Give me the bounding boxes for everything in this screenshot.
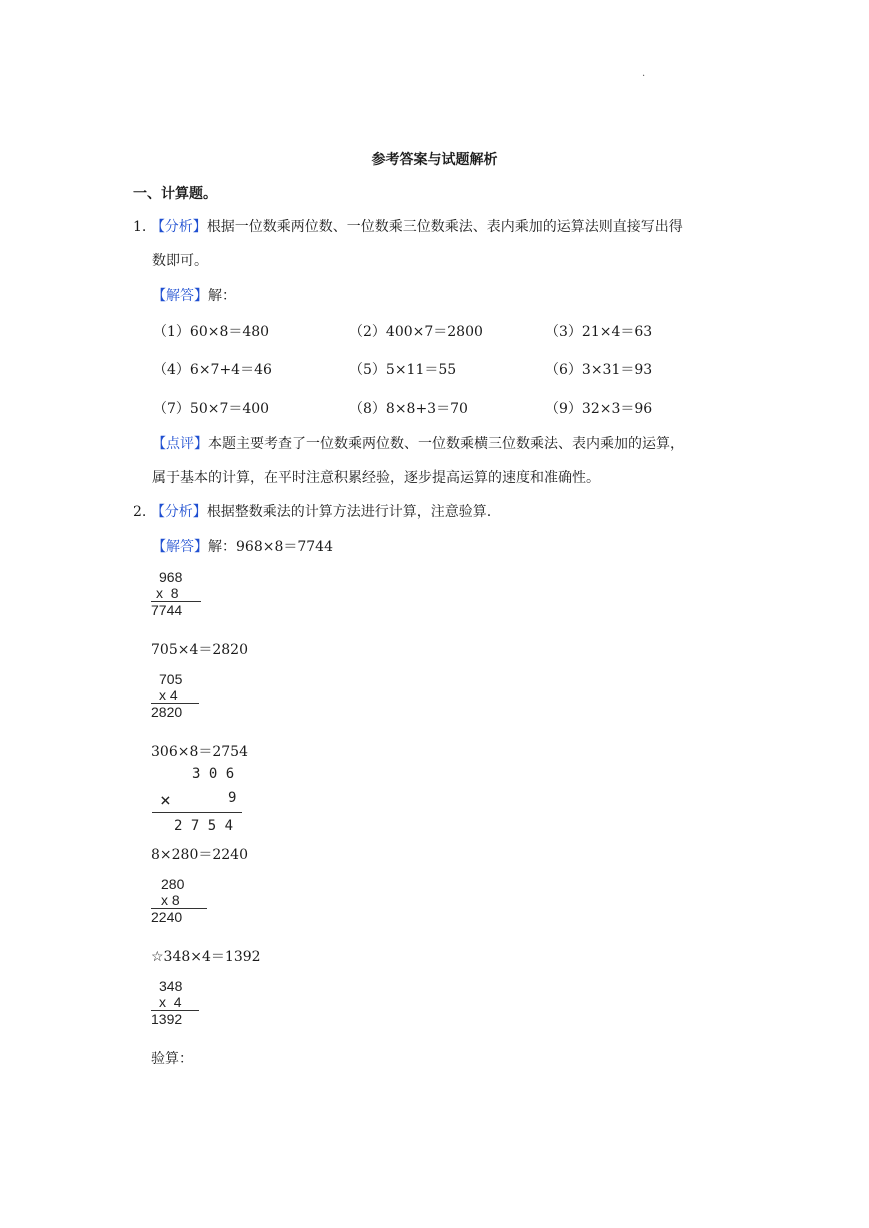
page-marker-dot: . <box>642 68 646 79</box>
q1-result-8: （8）8×8+3＝70 <box>349 401 468 417</box>
q2-number: 2. <box>133 504 147 520</box>
q2-equation-5: ☆348×4＝1392 <box>151 949 261 965</box>
calc2-result: 2820 <box>151 704 183 720</box>
q2-analysis-line <box>133 501 491 521</box>
q1-result-5: （5）5×11＝55 <box>349 362 457 378</box>
q1-analysis-continued: 数即可。 <box>152 253 208 269</box>
calc1-result: 7744 <box>151 602 183 618</box>
calc2-multiplier: x 4 <box>159 687 178 703</box>
calc3-result: 2 7 5 4 <box>174 818 234 834</box>
page-title: 参考答案与试题解析 <box>371 152 498 168</box>
section-heading: 一、计算题。 <box>133 186 217 202</box>
q2-answer-text: 解：968×8＝7744 <box>208 539 333 555</box>
q2-analysis-tag: 【分析】 <box>150 504 207 520</box>
calc4-top: 280 <box>161 876 185 892</box>
q2-answer-line <box>152 536 333 556</box>
q1-result-1: （1）60×8＝480 <box>153 324 270 340</box>
q2-check-label: 验算： <box>151 1051 193 1067</box>
calc5-multiplier: x 4 <box>159 994 182 1010</box>
calc3-top: 3 0 6 <box>192 766 235 782</box>
q1-result-7: （7）50×7＝400 <box>153 401 270 417</box>
q2-answer-tag: 【解答】 <box>152 539 208 555</box>
q2-equation-2: 705×4＝2820 <box>151 642 248 658</box>
vertical-calculation-348x4 <box>151 978 199 1027</box>
q1-result-4: （4）6×7+4＝46 <box>153 362 272 378</box>
calc5-top: 348 <box>159 978 183 994</box>
calc3-multiplier: 9 <box>228 790 237 806</box>
q1-comment-continued: 属于基本的计算，在平时注意积累经验，逐步提高运算的速度和准确性。 <box>152 470 600 486</box>
calc3-rule <box>152 812 242 813</box>
q1-answer-tag: 【解答】 <box>152 288 208 304</box>
vertical-calculation-705x4 <box>151 671 199 720</box>
vertical-calculation-280x8 <box>151 876 207 925</box>
q1-result-6: （6）3×31＝93 <box>545 362 653 378</box>
q1-comment-tag: 【点评】 <box>152 436 208 452</box>
calc4-result: 2240 <box>151 909 183 925</box>
q1-result-9: （9）32×3＝96 <box>545 401 653 417</box>
vertical-calculation-968x8 <box>151 569 201 618</box>
vertical-calculation-306x9 <box>152 766 242 838</box>
calc5-result: 1392 <box>151 1011 183 1027</box>
q1-answer-line <box>152 285 236 305</box>
q2-equation-4: 8×280＝2240 <box>151 847 248 863</box>
q1-comment-text: 本题主要考查了一位数乘两位数、一位数乘横三位数乘法、表内乘加的运算， <box>208 436 684 452</box>
calc1-multiplier: x 8 <box>156 585 179 601</box>
q1-result-2: （2）400×7＝2800 <box>349 324 483 340</box>
q2-analysis-text: 根据整数乘法的计算方法进行计算，注意验算. <box>206 504 492 520</box>
calc4-multiplier: x 8 <box>161 892 180 908</box>
calc1-top: 968 <box>159 569 183 585</box>
q1-number: 1. <box>133 219 147 235</box>
q1-answer-text: 解： <box>208 288 236 304</box>
q1-comment-line <box>152 433 684 453</box>
q1-analysis-line <box>133 216 683 236</box>
calc3-sign: × <box>160 790 171 811</box>
q1-analysis-tag: 【分析】 <box>150 219 207 235</box>
q1-analysis-text: 根据一位数乘两位数、一位数乘三位数乘法、表内乘加的运算法则直接写出得 <box>206 219 683 235</box>
calc2-top: 705 <box>159 671 183 687</box>
q1-result-3: （3）21×4＝63 <box>545 324 653 340</box>
q2-equation-3: 306×8＝2754 <box>151 744 248 760</box>
